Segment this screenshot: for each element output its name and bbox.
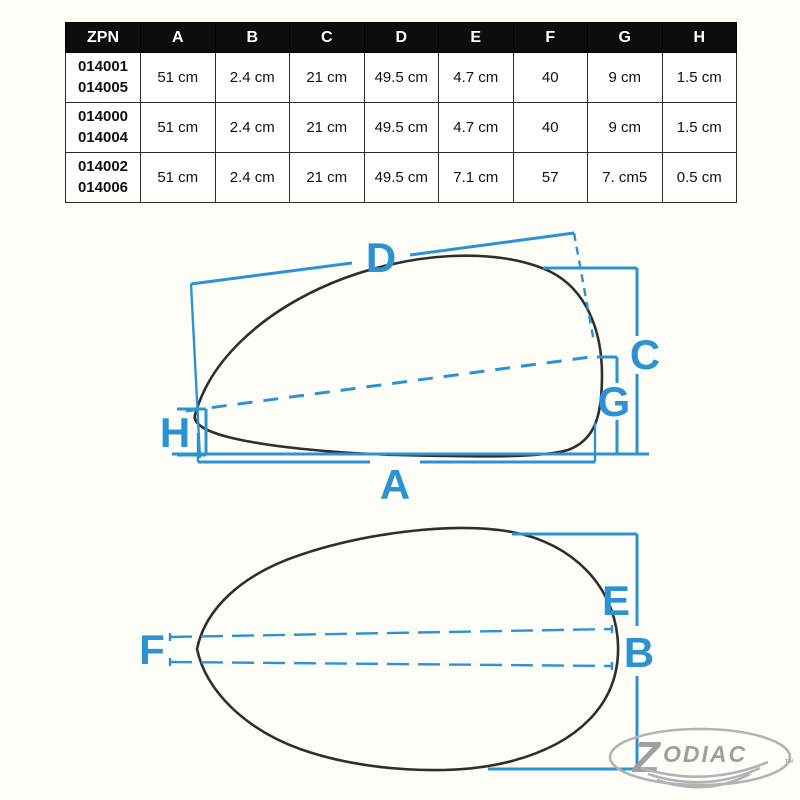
header-cell-a: A [141, 23, 216, 53]
measurement-cell: 7. cm5 [588, 153, 663, 203]
logo-trademark: ™ [784, 758, 794, 769]
part-number: 014005 [77, 78, 129, 96]
measurement-cell: 49.5 cm [364, 53, 439, 103]
part-number: 014002 [77, 158, 129, 176]
header-cell-h: H [662, 23, 737, 53]
dim-extension-d-left [191, 284, 200, 458]
part-number: 014000 [77, 108, 129, 126]
measurement-cell: 2.4 cm [215, 103, 290, 153]
dim-label-b: B [623, 629, 655, 676]
measurement-cell: 21 cm [290, 103, 365, 153]
measurement-cell: 4.7 cm [439, 53, 514, 103]
dim-label-e: E [601, 577, 631, 624]
measurement-cell: 49.5 cm [364, 103, 439, 153]
measurement-cell: 21 cm [290, 53, 365, 103]
dim-label-h: H [159, 409, 191, 456]
dim-extension-d-right [574, 233, 594, 342]
centerline-dashed [186, 356, 598, 411]
measurement-cell: 51 cm [141, 53, 216, 103]
measurement-cell: 21 cm [290, 153, 365, 203]
seat-top-outline [197, 528, 618, 770]
measurement-cell: 0.5 cm [662, 153, 737, 203]
measurement-cell: 40 [513, 53, 588, 103]
measurement-cell: 4.7 cm [439, 103, 514, 153]
measurement-cell: 51 cm [141, 103, 216, 153]
measurement-cell: 9 cm [588, 53, 663, 103]
part-number: 014006 [77, 178, 129, 196]
header-cell-e: E [439, 23, 514, 53]
measurement-cell: 9 cm [588, 103, 663, 153]
seat-side-outline [195, 256, 602, 457]
measurement-cell: 1.5 cm [662, 53, 737, 103]
dim-label-a: A [379, 461, 411, 508]
dim-label-g: G [597, 378, 631, 425]
header-cell-d: D [364, 23, 439, 53]
header-cell-b: B [215, 23, 290, 53]
header-cell-zpn: ZPN [66, 23, 141, 53]
header-cell-f: F [513, 23, 588, 53]
dim-label-d: D [365, 234, 397, 281]
part-number: 014004 [77, 128, 129, 146]
dim-label-c: C [629, 331, 661, 378]
dim-line-d [410, 233, 574, 255]
zodiac-logo [610, 729, 794, 787]
measurement-cell: 2.4 cm [215, 53, 290, 103]
part-number: 014001 [77, 58, 129, 76]
measurement-cell: 2.4 cm [215, 153, 290, 203]
dim-label-f: F [139, 626, 165, 673]
measurement-cell: 40 [513, 103, 588, 153]
logo-initial: Z [633, 733, 660, 782]
measurement-cell: 49.5 cm [364, 153, 439, 203]
measurement-cell: 57 [513, 153, 588, 203]
header-cell-c: C [290, 23, 365, 53]
measurement-cell: 7.1 cm [439, 153, 514, 203]
side-view-diagram [160, 233, 660, 508]
measurement-cell: 1.5 cm [662, 103, 737, 153]
dim-line-d [191, 263, 352, 284]
measurement-cell: 51 cm [141, 153, 216, 203]
center-dashed-upper [170, 629, 612, 637]
top-view-diagram [139, 528, 654, 770]
header-cell-g: G [588, 23, 663, 53]
logo-wordmark: ODIAC [663, 741, 748, 767]
center-dashed-lower [170, 662, 612, 666]
